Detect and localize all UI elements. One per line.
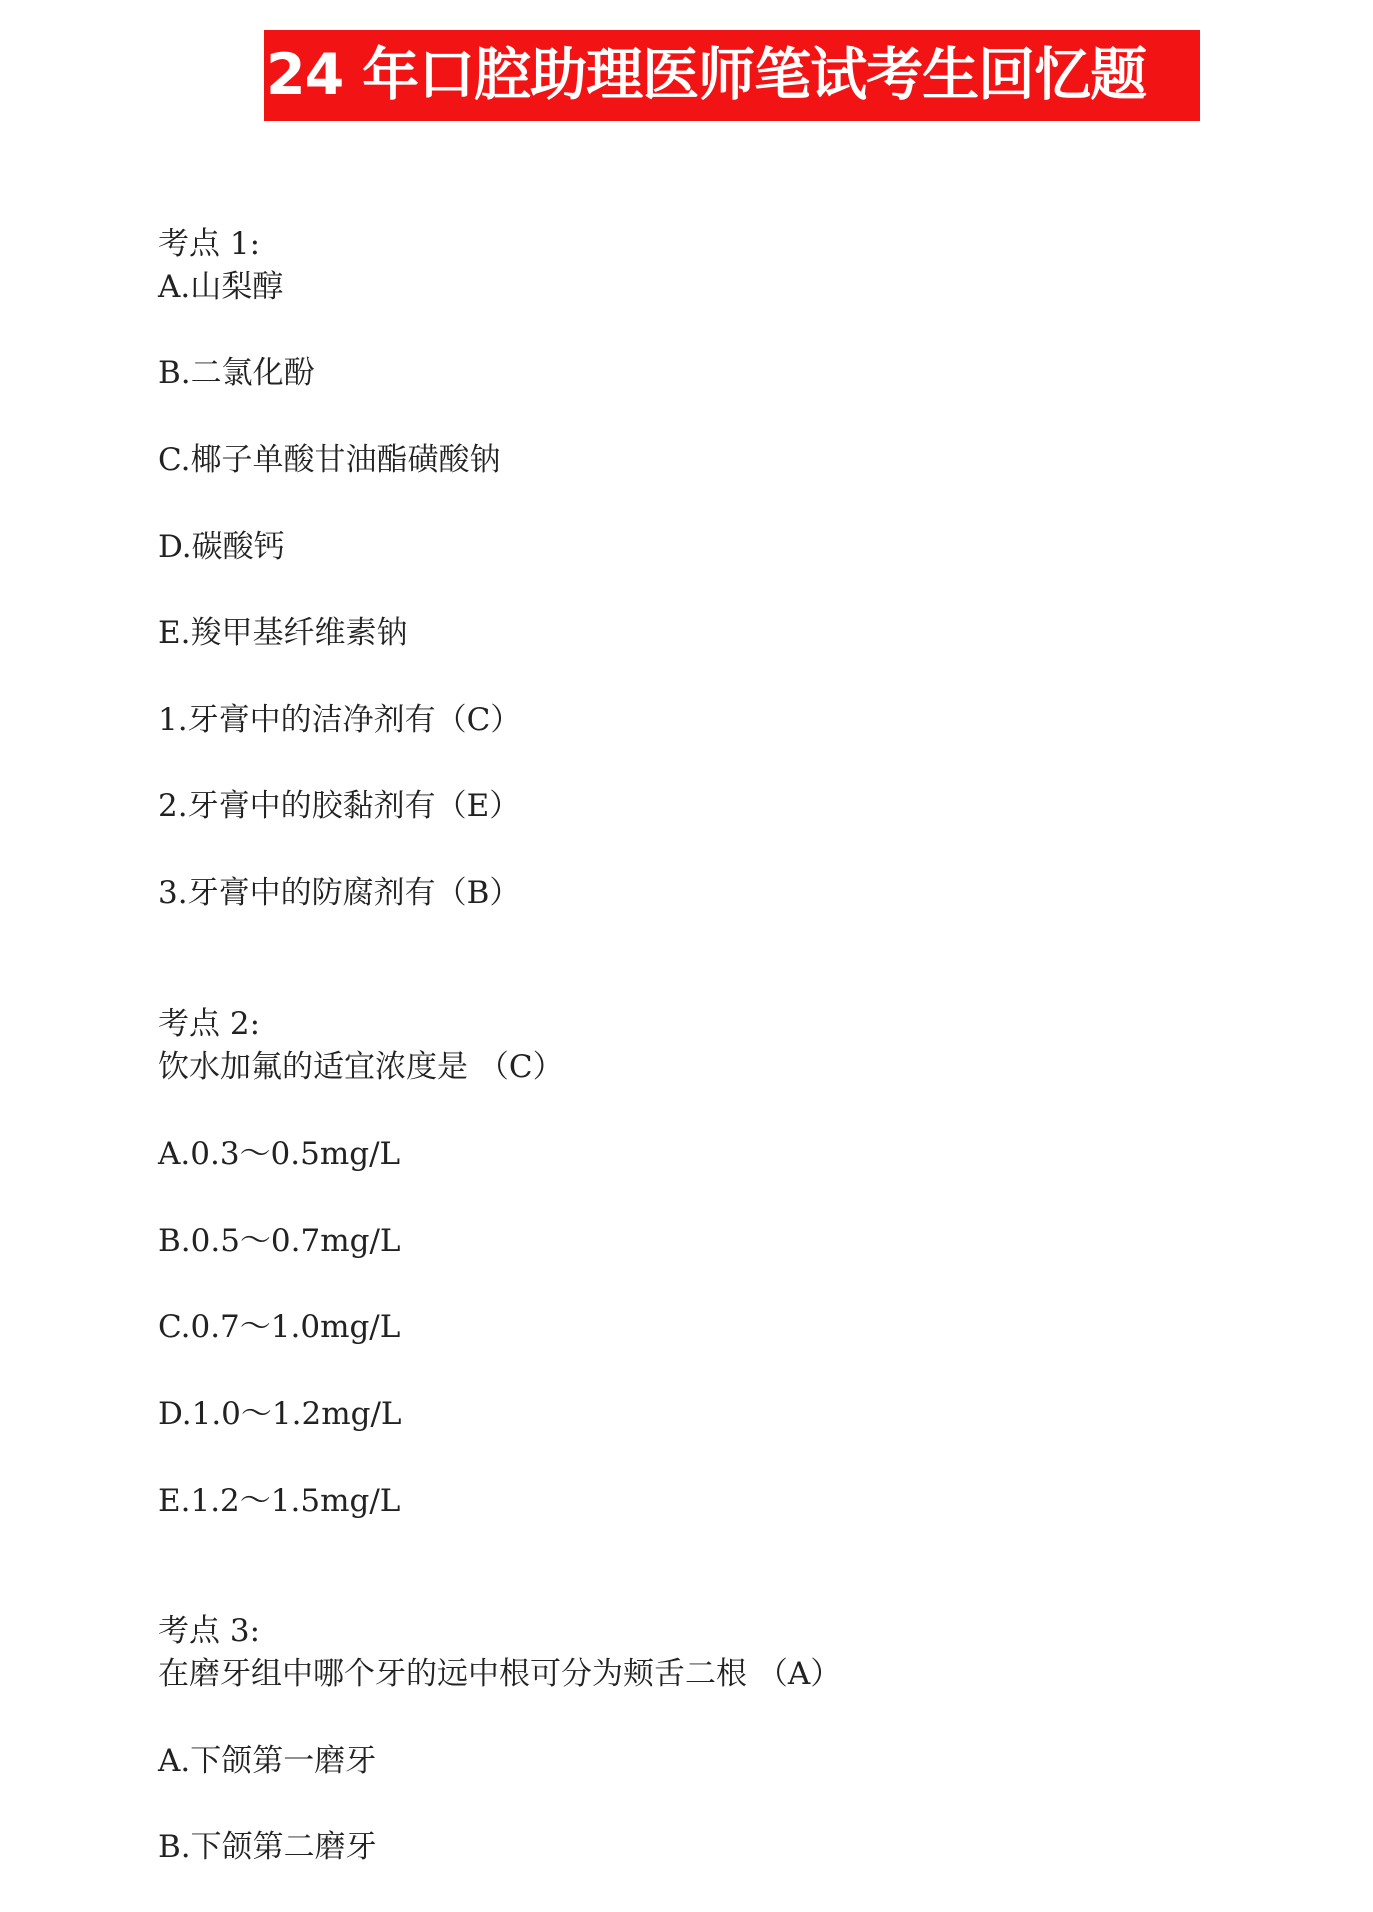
option-line: E.1.2～1.5mg/L bbox=[158, 1483, 401, 1519]
answer-line: 3.牙膏中的防腐剂有（B） bbox=[158, 875, 521, 911]
option-line: D.碳酸钙 bbox=[158, 529, 285, 565]
option-line: C.0.7～1.0mg/L bbox=[158, 1309, 401, 1345]
option-line: B.0.5～0.7mg/L bbox=[158, 1223, 401, 1259]
question-line: 饮水加氟的适宜浓度是 （C） bbox=[158, 1049, 564, 1085]
option-line: A.下颌第一磨牙 bbox=[158, 1743, 377, 1779]
option-line: A.0.3～0.5mg/L bbox=[158, 1136, 401, 1172]
option-line: B.下颌第二磨牙 bbox=[158, 1829, 377, 1865]
section-heading: 考点 2: bbox=[158, 1006, 261, 1042]
question-line: 在磨牙组中哪个牙的远中根可分为颊舌二根 （A） bbox=[158, 1656, 842, 1692]
option-line: D.1.0～1.2mg/L bbox=[158, 1396, 402, 1432]
answer-line: 2.牙膏中的胶黏剂有（E） bbox=[158, 788, 521, 824]
section-heading: 考点 3: bbox=[158, 1613, 261, 1649]
document-title: 24 年口腔助理医师笔试考生回忆题 bbox=[266, 42, 1147, 108]
answer-line: 1.牙膏中的洁净剂有（C） bbox=[158, 702, 522, 738]
title-banner bbox=[264, 30, 1200, 121]
option-line: B.二氯化酚 bbox=[158, 355, 315, 391]
section-heading: 考点 1: bbox=[158, 226, 261, 262]
option-line: C.椰子单酸甘油酯磺酸钠 bbox=[158, 442, 501, 478]
option-line: A.山梨醇 bbox=[158, 269, 284, 305]
option-line: E.羧甲基纤维素钠 bbox=[158, 615, 408, 651]
